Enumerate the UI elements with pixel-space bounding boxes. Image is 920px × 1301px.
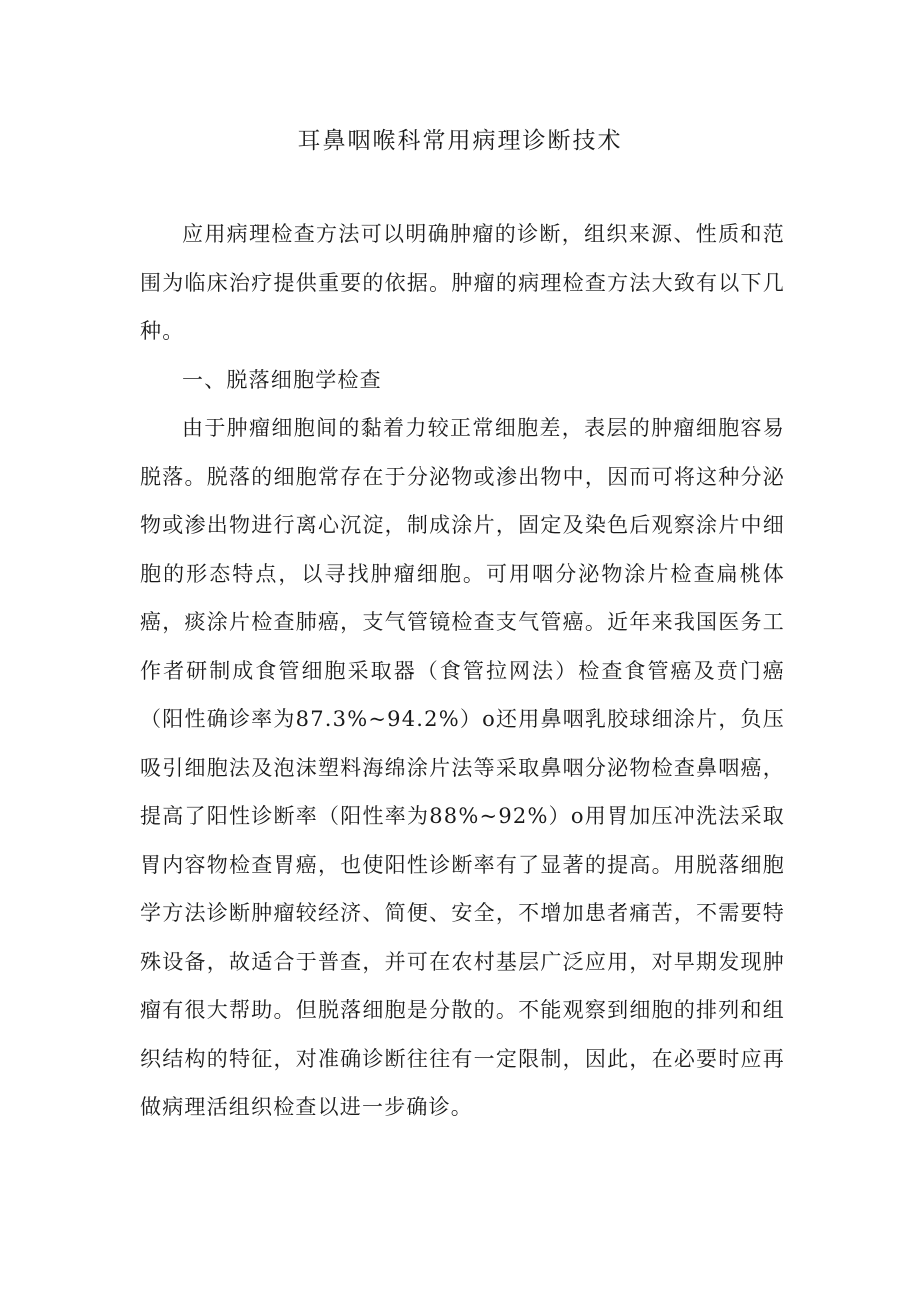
intro-paragraph: 应用病理检查方法可以明确肿瘤的诊断，组织来源、性质和范围为临床治疗提供重要的依据。肿瘤的病理检查方法大致有以下几种。 [140, 222, 785, 343]
section-paragraph: 由于肿瘤细胞间的黏着力较正常细胞差，表层的肿瘤细胞容易脱落。脱落的细胞常存在于分泌物或渗出物中，因而可将这种分泌物或渗出物进行离心沉淀，制成涂片，固定及染色后观察涂片中细胞的形态特点，以寻找肿瘤细胞。可用咽分泌物涂片检查扁桃体癌，痰涂片检查肺癌，支气管镜检查支气管癌。近年来我国医务工作者研制成食管细胞采取器（食管拉网法）检查食管癌及贲门癌（阳性确诊率为87.3%~94.2%）o还用鼻咽乳胶球细涂片，负压吸引细胞法及泡沫塑料海绵涂片法等采取鼻咽分泌物检查鼻咽癌，提高了阳性诊断率（阳性率为88%~92%）o用胃加压冲洗法采取胃内容物检查胃癌，也使阳性诊断率有了显著的提高。用脱落细胞学方法诊断肿瘤较经济、简便、安全，不增加患者痛苦，不需要特殊设备，故适合于普查，并可在农村基层广泛应用，对早期发现肿瘤有很大帮助。但脱落细胞是分散的。不能观察到细胞的排列和组织结构的特征，对准确诊断往往有一定限制，因此，在必要时应再做病理活组织检查以进一步确诊。 [140, 416, 785, 1119]
document-body [140, 210, 785, 1132]
page-title: 耳鼻咽喉科常用病理诊断技术 [297, 128, 623, 154]
section-heading: 一、脱落细胞学检查 [182, 367, 382, 392]
